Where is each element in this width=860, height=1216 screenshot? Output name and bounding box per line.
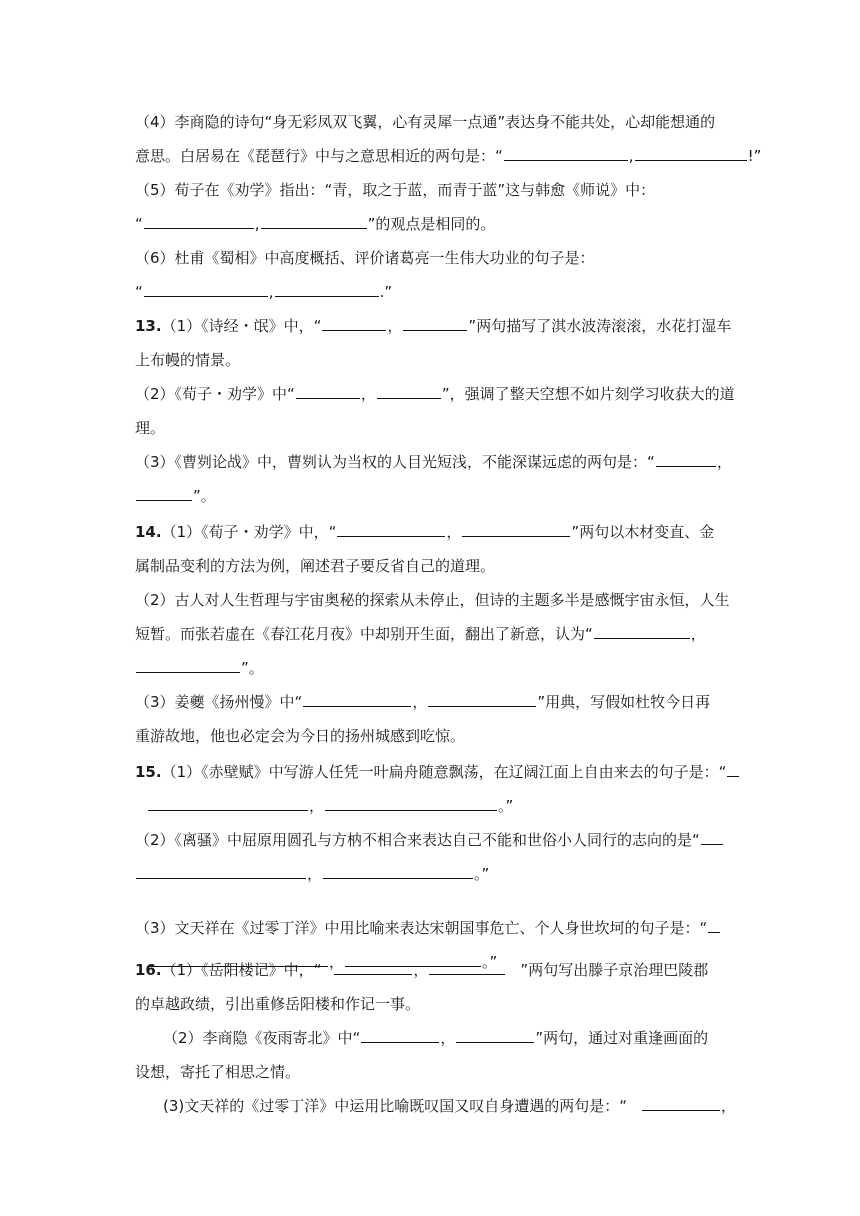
closing-mark: 。” bbox=[474, 865, 490, 883]
comma: , bbox=[268, 283, 274, 301]
text-line bbox=[0, 1091, 860, 1121]
comma: ， bbox=[360, 385, 376, 403]
q13-s3-a: （3）《曹刿论战》中，曹刿认为当权的人目光短浅，不能深谋远虑的两句是：“ bbox=[135, 453, 655, 471]
question-number: 14. bbox=[135, 523, 162, 541]
q13-s2-b: ”，强调了整天空想不如片刻学习收获大的道 bbox=[441, 385, 735, 403]
closing-mark: ”。 bbox=[241, 659, 264, 677]
q14-s2-line2: 短暂。而张若虚在《春江花月夜》中却别开生面，翻出了新意，认为“ bbox=[135, 625, 593, 643]
fill-blank[interactable] bbox=[456, 1041, 534, 1043]
fill-blank[interactable] bbox=[361, 1041, 439, 1043]
q16-s1-line2: 的卓越政绩，引出重修岳阳楼和作记一事。 bbox=[135, 995, 421, 1013]
q13-s2-line2: 理。 bbox=[135, 419, 166, 437]
comma: ， bbox=[387, 317, 403, 335]
q16-s2-line2: 设想，寄托了相思之情。 bbox=[135, 1063, 301, 1081]
q16-s2-b: ”两句，通过对重逢画面的 bbox=[535, 1029, 709, 1047]
q15-s1: （1）《赤壁赋》中写游人任凭一叶扁舟随意飘荡，在辽阔江面上自由来去的句子是：“ bbox=[161, 763, 727, 781]
q15-s3: （3）文天祥在《过零丁洋》中用比喻来表达宋朝国事危亡、个人身世坎坷的句子是：“ bbox=[135, 919, 708, 937]
q14-s2-line1: （2）古人对人生哲理与宇宙奥秘的探索从未停止，但诗的主题多半是感慨宇宙永恒，人生 bbox=[135, 591, 730, 609]
comma: ， bbox=[446, 523, 462, 541]
open-quote: “ bbox=[135, 283, 143, 301]
q16-s1-b: ”两句写出滕子京治理巴陵郡 bbox=[520, 961, 709, 979]
comma: ， bbox=[307, 865, 323, 883]
q16-s3-a: (3)文天祥的《过零丁洋》中运用比喻既叹国又叹自身遭遇的两句是：“ bbox=[163, 1097, 628, 1115]
p4-line1: （4）李商隐的诗句“身无彩凤双飞翼，心有灵犀一点通”表达身不能共处，心却能想通的 bbox=[135, 113, 716, 131]
comma: , bbox=[628, 147, 634, 165]
q15-s2: （2）《离骚》中屈原用圆孔与方枘不相合来表达自己不能和世俗小人同行的志向的是“ bbox=[135, 831, 700, 849]
p5-end: ”的观点是相同的。 bbox=[367, 215, 496, 233]
q16-s1-a: （1）《岳阳楼记》中，“ bbox=[161, 961, 322, 979]
q13-s1-b: ”两句描写了淇水波涛滚滚，水花打湿车 bbox=[468, 317, 732, 335]
comma: ， bbox=[413, 961, 429, 979]
comma: ， bbox=[309, 797, 325, 815]
closing-mark: !” bbox=[747, 147, 762, 165]
comma: ， bbox=[716, 453, 732, 471]
q14-s3-line2: 重游故地，他也必定会为今日的扬州城感到吃惊。 bbox=[135, 727, 466, 745]
open-quote: “ bbox=[135, 215, 143, 233]
comma: ， bbox=[329, 953, 345, 971]
q14-s1-line2: 属制品变利的方法为例，阐述君子要反省自己的道理。 bbox=[135, 557, 496, 575]
comma: ， bbox=[721, 1097, 737, 1115]
comma: ， bbox=[412, 693, 428, 711]
closing-mark: 。” bbox=[482, 953, 498, 971]
fill-blank[interactable] bbox=[642, 1109, 720, 1111]
comma: , bbox=[254, 215, 260, 233]
q16-s2-a: （2）李商隐《夜雨寄北》中“ bbox=[163, 1029, 361, 1047]
text-line bbox=[0, 955, 860, 985]
fill-blank[interactable] bbox=[334, 973, 412, 975]
q13-s1-line2: 上布幔的情景。 bbox=[135, 351, 241, 369]
text-line bbox=[0, 989, 860, 1019]
q14-s3-a: （3）姜夔《扬州慢》中“ bbox=[135, 693, 303, 711]
q14-s1-a: （1）《荀子・劝学》中，“ bbox=[161, 523, 337, 541]
p5-line1: （5）荀子在《劝学》指出：“青，取之于蓝，而青于蓝”这与韩愈《师说》中： bbox=[135, 181, 656, 199]
q13-s1-a: （1）《诗经・氓》中，“ bbox=[161, 317, 322, 335]
fill-blank[interactable] bbox=[429, 973, 505, 975]
closing-mark: .” bbox=[379, 283, 393, 301]
question-number: 16. bbox=[135, 961, 162, 979]
comma: ， bbox=[440, 1029, 456, 1047]
q14-s3-b: ”用典，写假如杜牧今日再 bbox=[537, 693, 711, 711]
comma: ， bbox=[690, 625, 706, 643]
q13-s2-a: （2）《荀子・劝学》中“ bbox=[135, 385, 295, 403]
question-number: 15. bbox=[135, 763, 162, 781]
closing-mark: ”。 bbox=[193, 487, 216, 505]
closing-mark: 。” bbox=[498, 797, 514, 815]
p4-line2: 意思。白居易在《琵琶行》中与之意思相近的两句是：“ bbox=[135, 147, 503, 165]
q14-s1-b: ”两句以木材变直、金 bbox=[571, 523, 715, 541]
text-line bbox=[0, 1057, 860, 1087]
p6-line1: （6）杜甫《蜀相》中高度概括、评价诸葛亮一生伟大功业的句子是： bbox=[135, 249, 595, 267]
text-line bbox=[0, 1023, 860, 1053]
question-number: 13. bbox=[135, 317, 162, 335]
